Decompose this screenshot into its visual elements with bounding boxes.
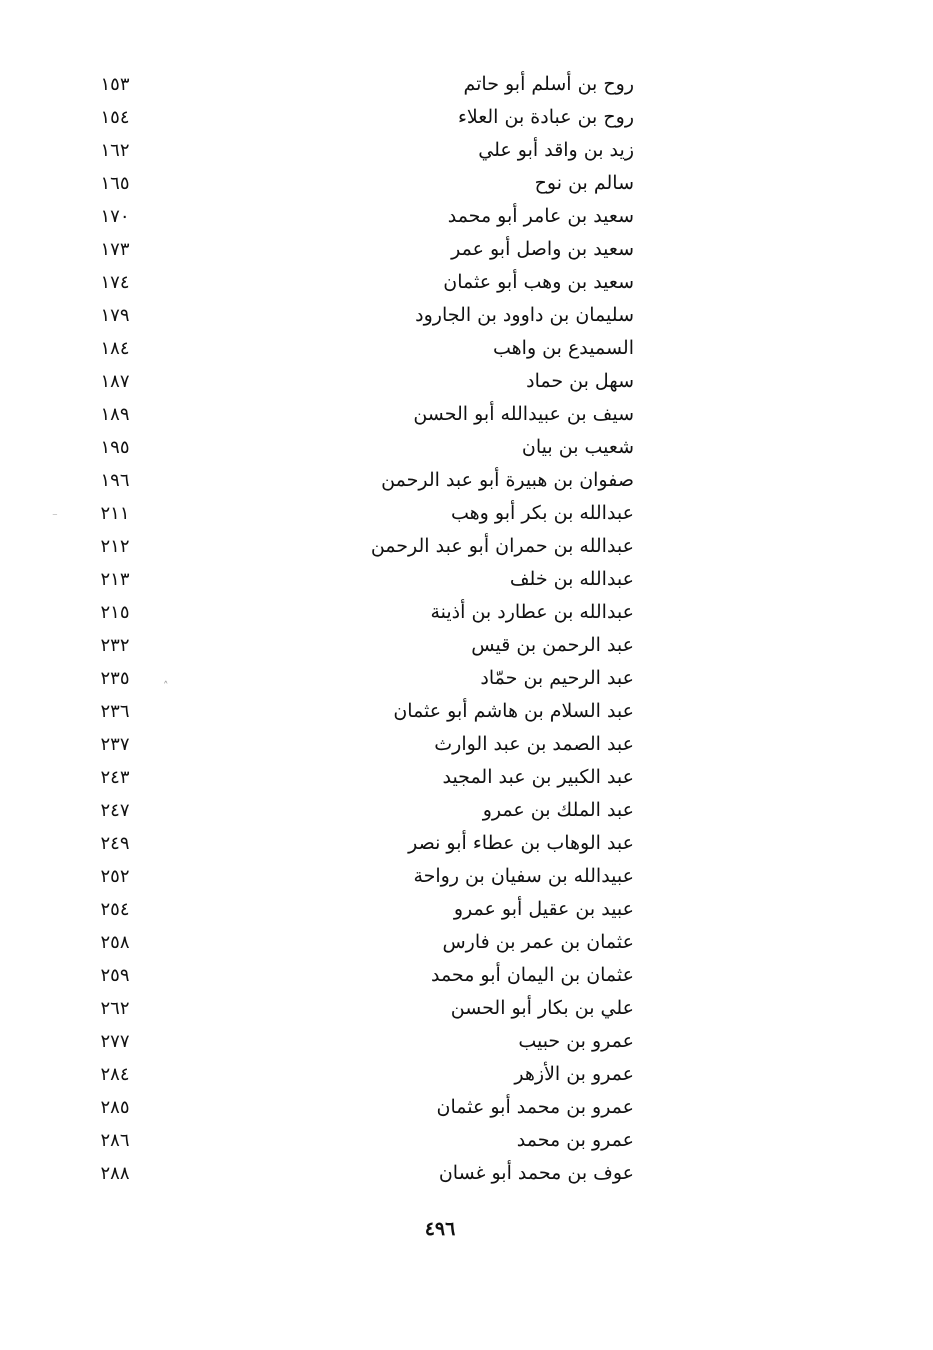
index-entry	[60, 1157, 640, 1190]
entry-page-number: ٢٣٥	[100, 668, 130, 689]
index-entry	[60, 200, 640, 233]
entry-page-number: ١٧٩	[100, 305, 130, 326]
entry-page-number: ١٩٥	[100, 437, 130, 458]
entry-name: عثمان بن عمر بن فارس	[442, 931, 634, 953]
entry-page-number: ١٥٤	[100, 107, 130, 128]
index-entry	[60, 761, 640, 794]
index-entry	[60, 1058, 640, 1091]
entry-page-number: ٢١٣	[100, 569, 130, 590]
entry-page-number: ٢٨٨	[100, 1163, 130, 1184]
entry-name: عبد الصمد بن عبد الوارث	[434, 733, 634, 755]
index-entry	[60, 530, 640, 563]
entry-name: عبد الرحمن بن قيس	[471, 634, 634, 656]
index-entry	[60, 794, 640, 827]
index-entry	[60, 464, 640, 497]
entry-page-number: ٢١٥	[100, 602, 130, 623]
index-entry	[60, 299, 640, 332]
entry-page-number: ٢٨٦	[100, 1130, 130, 1151]
index-entry	[60, 959, 640, 992]
entry-name: عبيد بن عقيل أبو عمرو	[453, 898, 634, 920]
entry-name: عمرو بن الأزهر	[514, 1063, 634, 1085]
entry-name: عبد الكبير بن عبد المجيد	[442, 766, 634, 788]
entry-page-number: ٢٣٧	[100, 734, 130, 755]
entry-name: علي بن بكار أبو الحسن	[450, 997, 634, 1019]
entry-name: عمرو بن حبيب	[518, 1030, 634, 1052]
entry-name: شعيب بن بيان	[521, 436, 634, 458]
index-entry	[60, 233, 640, 266]
entry-page-number: ٢٧٧	[100, 1031, 130, 1052]
index-entry	[60, 332, 640, 365]
entry-page-number: ١٥٣	[100, 74, 130, 95]
index-entry	[60, 266, 640, 299]
entry-name: سهل بن حماد	[526, 370, 634, 392]
entry-name: عبدالله بن بكر أبو وهب	[451, 502, 634, 524]
entry-page-number: ٢٨٤	[100, 1064, 130, 1085]
entry-page-number: ١٩٦	[100, 470, 130, 491]
entry-name: عثمان بن اليمان أبو محمد	[430, 964, 634, 986]
entry-name: عوف بن محمد أبو غسان	[438, 1162, 634, 1184]
entry-page-number: ١٧٠	[100, 206, 130, 227]
index-entry	[60, 101, 640, 134]
entry-name: سليمان بن داوود بن الجارود	[415, 304, 634, 326]
index-entry	[60, 563, 640, 596]
entry-name: سعيد بن واصل أبو عمر	[451, 238, 634, 260]
index-entry	[60, 1091, 640, 1124]
index-entry	[60, 860, 640, 893]
entry-page-number: ٢٦٢	[100, 998, 130, 1019]
index-entry	[60, 1124, 640, 1157]
entry-name: عبدالله بن عطارد بن أذينة	[430, 601, 634, 623]
index-entry	[60, 365, 640, 398]
entry-name: روح بن أسلم أبو حاتم	[463, 73, 634, 95]
entry-page-number: ١٧٤	[100, 272, 130, 293]
index-entry	[60, 134, 640, 167]
entry-page-number: ٢١١	[100, 503, 130, 524]
index-entry	[60, 497, 640, 530]
entry-page-number: ٢٣٦	[100, 701, 130, 722]
entry-page-number: ١٦٥	[100, 173, 130, 194]
index-entry	[60, 926, 640, 959]
index-entry	[60, 596, 640, 629]
entry-name: عبد الرحيم بن حمّاد	[480, 667, 634, 689]
entry-page-number: ١٦٢	[100, 140, 130, 161]
index-entry	[60, 662, 640, 695]
entry-name: سعيد بن وهب أبو عثمان	[443, 271, 634, 293]
index-entry	[60, 68, 640, 101]
entry-name: عمرو بن محمد	[516, 1129, 634, 1151]
entry-page-number: ٢٤٩	[100, 833, 130, 854]
entry-page-number: ١٧٣	[100, 239, 130, 260]
index-entry	[60, 695, 640, 728]
entry-page-number: ٢٥٢	[100, 866, 130, 887]
entry-name: زيد بن واقد أبو علي	[478, 139, 634, 161]
entry-name: صفوان بن هبيرة أبو عبد الرحمن	[381, 469, 634, 491]
entry-name: عبدالله بن حمران أبو عبد الرحمن	[370, 535, 634, 557]
index-entry	[60, 728, 640, 761]
index-entry	[60, 893, 640, 926]
entry-name: سالم بن نوح	[534, 172, 634, 194]
entry-page-number: ٢٥٨	[100, 932, 130, 953]
entry-page-number: ٢٣٢	[100, 635, 130, 656]
entry-page-number: ١٨٤	[100, 338, 130, 359]
entry-name: عبيدالله بن سفيان بن رواحة	[413, 865, 634, 887]
page-number: ٤٩٦	[424, 1218, 456, 1240]
entry-page-number: ٢٤٧	[100, 800, 130, 821]
entry-name: عبد السلام بن هاشم أبو عثمان	[393, 700, 634, 722]
index-entry	[60, 992, 640, 1025]
index-entry	[60, 167, 640, 200]
entry-page-number: ٢٤٣	[100, 767, 130, 788]
entry-name: عبد الوهاب بن عطاء أبو نصر	[408, 832, 634, 854]
margin-speck: ˄	[163, 680, 169, 693]
entry-page-number: ٢٨٥	[100, 1097, 130, 1118]
index-entry	[60, 398, 640, 431]
index-entry	[60, 431, 640, 464]
entry-name: عبد الملك بن عمرو	[482, 799, 634, 821]
index-list	[60, 68, 640, 1190]
index-entry	[60, 629, 640, 662]
entry-page-number: ١٨٩	[100, 404, 130, 425]
entry-name: روح بن عبادة بن العلاء	[457, 106, 634, 128]
entry-page-number: ٢٥٩	[100, 965, 130, 986]
entry-name: عبدالله بن خلف	[509, 568, 634, 590]
entry-page-number: ١٨٧	[100, 371, 130, 392]
index-entry	[60, 1025, 640, 1058]
entry-name: سعيد بن عامر أبو محمد	[447, 205, 634, 227]
margin-speck: ⁻	[52, 510, 58, 523]
entry-name: عمرو بن محمد أبو عثمان	[436, 1096, 634, 1118]
entry-page-number: ٢١٢	[100, 536, 130, 557]
entry-page-number: ٢٥٤	[100, 899, 130, 920]
entry-name: سيف بن عبيدالله أبو الحسن	[413, 403, 634, 425]
entry-name: السميدع بن واهب	[492, 337, 634, 359]
index-entry	[60, 827, 640, 860]
